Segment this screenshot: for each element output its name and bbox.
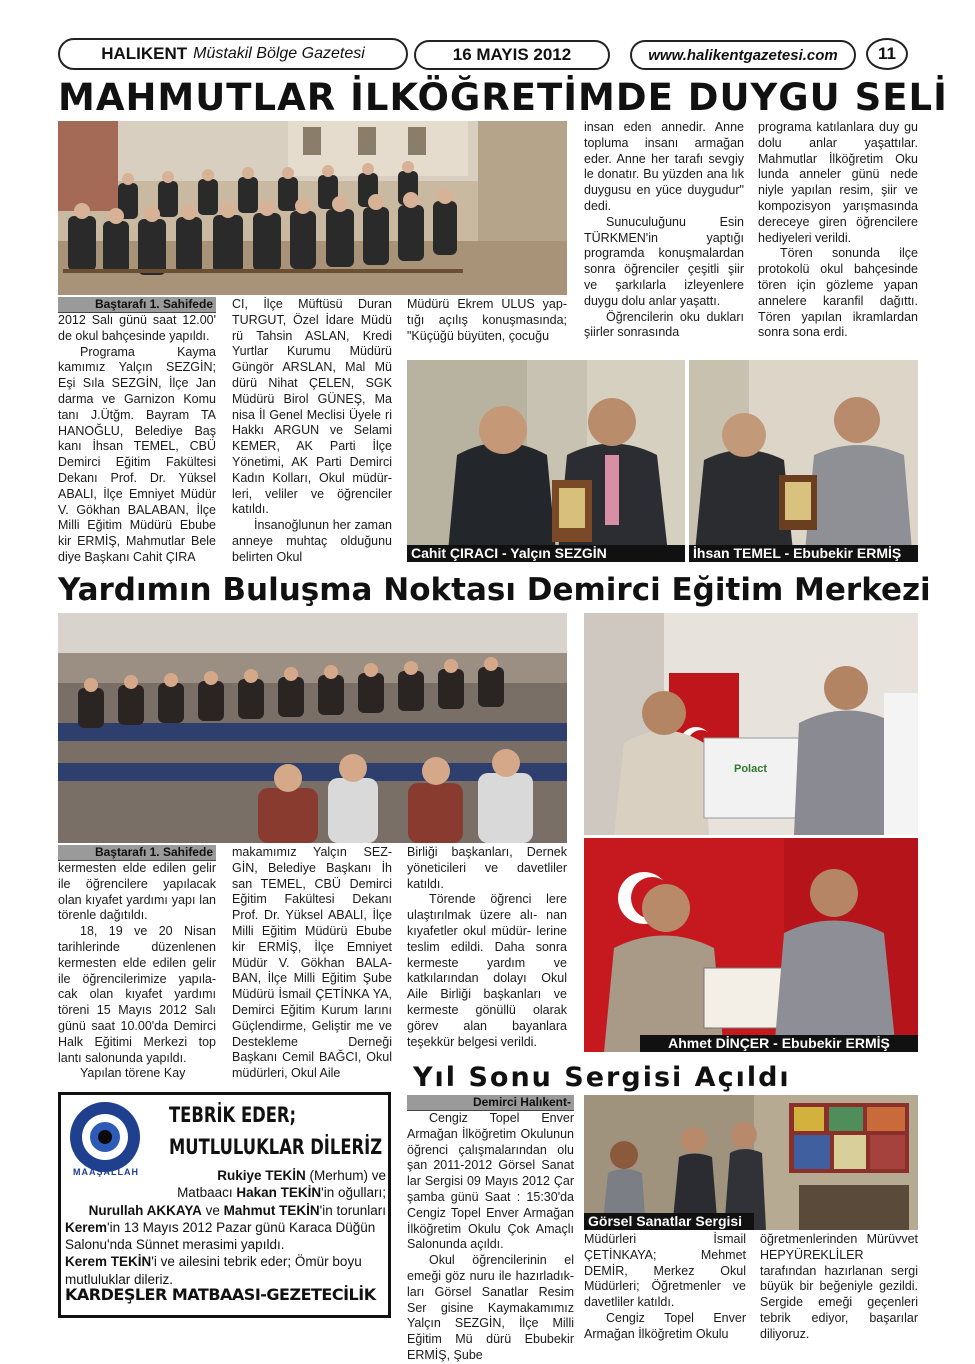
plaque-photo-1-image [407, 360, 685, 562]
article3-headline: Yıl Sonu Sergisi Açıldı [413, 1062, 791, 1093]
maasallah-logo-text: MAAŞALLAH [73, 1167, 139, 1177]
website-pill [630, 40, 856, 70]
polact-box-label: Polact [734, 763, 768, 775]
ad-name-bold: Kerem [65, 1219, 108, 1235]
ad-name-bold: Nurullah AKKAYA [88, 1202, 202, 1218]
paragraph: 18, 19 ve 20 Nisan tarihlerinde düzenlenen kermesten elde edilen gelir ile öğrencilerimize yapıla- cak olan kıyafet yardımı töreni 15 Mayıs 2012 Salı günü saat 10.00'da Demirci Halk Eğitimi Merkezi top lantı salonunda yapıldı. [58, 924, 216, 1065]
article1-column-2-text [232, 297, 392, 566]
paragraph: kermesten elde edilen gelir ile öğrencilere yapılacak olan kıyafet yardımı yapı lan törenle dağıtıldı. [58, 861, 216, 923]
plaque-photo-2-caption: İhsan TEMEL - Ebubekir ERMİŞ [689, 545, 918, 562]
paragraph: Birliği başkanları, Dernek yöneticileri ve davetliler katıldı. [407, 845, 567, 891]
paper-name: HALIKENT [101, 44, 188, 63]
article1-column-3 [407, 297, 567, 344]
paragraph: İnsanoğlunun her zaman anneye muhtaç olduğunu belirten Okul [232, 518, 392, 564]
article3-location-tag: Demirci Halıkent- [407, 1095, 574, 1111]
paragraph: Müdürü Ekrem ULUS yap- tığı açılış konuşmasında; "Küçüğü büyüten, çocuğu [407, 297, 567, 343]
congratulations-ad [58, 1092, 391, 1318]
paragraph: 2012 Salı günü saat 12.00' de okul bahçesinde yapıldı. [58, 313, 216, 343]
paragraph: Törende öğrenci lere ulaştırılmak üzere alı- nan kıyafetler okul müdür- lerine teslim edildi. Daha sonra kermeste yardım ve katkılarından dolayı Okul Aile Birliği başkanları ve kermeste gönüllü olarak görev alan bayanlara teşekkür belgesi verildi. [407, 892, 567, 1049]
article2-column-1 [58, 845, 216, 1082]
certificate-photo [584, 838, 918, 1052]
certificate-photo-caption: Ahmet DİNÇER - Ebubekir ERMİŞ [640, 1035, 918, 1052]
article1-column-4 [584, 120, 744, 341]
audience-hall-photo [58, 613, 567, 843]
article3-column-1 [407, 1095, 574, 1364]
ad-title-1: TEBRİK EDER; [169, 1103, 297, 1127]
article2-column-1-text [58, 861, 216, 1082]
plaque-photo-2 [689, 360, 918, 562]
ad-line [65, 1219, 386, 1254]
ad-text: 'in oğulları; [321, 1185, 386, 1201]
issue-date: 16 MAYIS 2012 [452, 45, 572, 64]
article3-column-2-text [584, 1232, 746, 1343]
art-exhibition-caption: Görsel Sanatlar Sergisi [584, 1213, 754, 1230]
paragraph: Yapılan törene Kay [80, 1066, 186, 1081]
paragraph: Cengiz Topel Enver Armağan İlköğretim Okulu [584, 1310, 746, 1341]
art-exhibition-photo-image [584, 1095, 918, 1230]
article2-column-3 [407, 845, 567, 1050]
plaque-photo-1-caption: Cahit ÇIRACI - Yalçın SEZGİN [407, 545, 685, 562]
paragraph: öğretmenlerinden Mürüvvet HEPYÜREKLİLER tarafından hazırlanan sergi büyük bir beğeniyle gezildi. Sergide emeği geçenleri tebrik ediyor, başarılar diliyoruz. [760, 1232, 918, 1341]
article2-headline: Yardımın Buluşma Noktası Demirci Eğitim Merkezi [58, 572, 931, 608]
ad-name-bold: Kerem TEKİN [65, 1254, 152, 1270]
ad-line [65, 1253, 386, 1288]
date-pill [414, 40, 610, 70]
ad-body [65, 1167, 386, 1288]
plaque-photo-2-image [689, 360, 918, 562]
paragraph: Sunuculuğunu Esin TÜRKMEN'in yaptığı programda konuşmalardan sonra öğrenciler çeşitli şiir ve şarkılarla izleyenlere duygu dolu anlar yaşattı. [584, 214, 744, 308]
ad-line [65, 1184, 386, 1201]
paragraph: Müdürleri İsmail ÇETİNKAYA; Mehmet DEMİR, Merkez Okul Müdürleri; Öğretmenler ve davetliler katıldı. [584, 1232, 746, 1310]
article1-column-1 [58, 297, 216, 566]
ad-text: 'i ve ailesini tebrik eder; Ömür boyu mutluluklar dileriz. [65, 1254, 362, 1287]
paragraph: Cengiz Topel Enver Armağan İlköğretim Okulunun öğrenci çalışmalarından olu şan 2011-2012 Görsel Sanat lar Sergisi 09 Mayıs 2012 Çar şamba günü Saat : 15:30'da Cengiz Topel Enver Armağan İlköğretim Okulu Çok Amaçlı Salonunda açıldı. [407, 1111, 574, 1252]
paragraph: CI, İlçe Müftüsü Duran TURGUT, Özel İdare Müdü rü Tahsin ASLAN, Kredi Yurtlar Kurumu Müdürü Güngör ARSLAN, Mal Mü dürü Nihat ÇELEN, SGK Müdürü Birol GÜNEŞ, Ma nisa İl Genel Meclisi Üyele ri Hakkı ARGUN ve Selami KEMER, AK Parti İlçe Yönetimi, AK Parti Demirci Kadın Kolları, Okul müdür- leri, veliler ve öğrenciler katıldı. [232, 297, 392, 517]
website-link[interactable]: www.halikentgazetesi.com [648, 46, 838, 64]
evil-eye-icon [69, 1101, 141, 1173]
paragraph: programa katılanlara duy gu dolu anlar yaşattılar. Mahmutlar İlköğretim Oku lunda anneler günü nede niyle yapılan resim, şiir ve kompozisyon yarışmasında dereceye giren öğrencilere hediyeleri verildi. [758, 120, 918, 245]
article3-column-1-text [407, 1111, 574, 1364]
article1-column-4-text [584, 120, 744, 341]
ad-name-bold: Rukiye TEKİN [217, 1168, 306, 1183]
paragraph: Tören sonunda ilçe protokolü okul bahçesinde tören için gözleme yapan annelere karanfil dağıttı. Tören yapılan ikramlardan sonra sona erdi. [758, 246, 918, 340]
page-number-pill [866, 38, 908, 70]
ad-signature: KARDEŞLER MATBAASI-GEZETECİLİK [65, 1285, 376, 1304]
maasallah-logo [69, 1101, 141, 1177]
paragraph: Öğrencilerin oku dukları şiirler sonrasında [584, 309, 744, 340]
ad-name-bold: Mahmut TEKİN [223, 1202, 320, 1218]
clothing-aid-photo [584, 613, 918, 835]
ad-text: 'in torunları [319, 1202, 386, 1218]
crowd-photo-garden [58, 121, 567, 295]
article1-column-3-text [407, 297, 567, 344]
ad-text: (Merhum) ve [305, 1168, 386, 1183]
article3-column-3 [760, 1232, 918, 1343]
art-exhibition-photo [584, 1095, 918, 1230]
paragraph: Programa Kayma kamımız Yalçın SEZGİN; Eşi Sıla SEZGİN, İlçe Jan darma ve Garnizon Komu tanı J.Ütğm. Bayram TA HANOĞLU, Belediye Baş kanı İhsan TEMEL, CBÜ Demirci Eğitim Fakültesi Dekanı Prof. Dr. Yüksel ABALI, İlçe Emniyet Müdür V. Gökhan BALABAN, İlçe Milli Eğitim Müdürü Ebube kir ERMİŞ, Mahmutlar Bele diye Başkanı Cahit ÇIRA [58, 344, 216, 564]
ad-name-bold: Hakan TEKİN [236, 1185, 322, 1201]
article1-column-1-text [58, 313, 216, 566]
article1-column-5-text [758, 120, 918, 341]
paragraph: insan eden annedir. Anne topluma insanı armağan eder. Anne her tarafı sevgiy le donatır. Bu yüzden ana lık duygusu en yüce duygudur" dedi. [584, 120, 744, 213]
crowd-photo-garden-image [58, 121, 567, 295]
article2-column-3-text [407, 845, 567, 1050]
paper-subtitle: Müstakil Bölge Gazetesi [193, 45, 365, 62]
article1-column-5 [758, 120, 918, 341]
ad-text: 'in 13 Mayıs 2012 Pazar günü Karaca Düğün Salonu'nda Sünnet merasimi yapıldı. [65, 1219, 376, 1253]
article1-headline: MAHMUTLAR İLKÖĞRETİMDE DUYGU SELİ [58, 76, 948, 119]
article1-continuation-tag: Baştarafı 1. Sahifede [58, 297, 216, 313]
ad-line [65, 1167, 386, 1184]
article1-column-2 [232, 297, 392, 566]
clothing-aid-photo-image [584, 613, 918, 835]
article3-column-3-text [760, 1232, 918, 1343]
masthead-pill [58, 38, 408, 70]
plaque-photo-1 [407, 360, 685, 562]
audience-hall-photo-image [58, 613, 567, 843]
article3-column-2 [584, 1232, 746, 1343]
article2-continuation-tag: Baştarafı 1. Sahifede [58, 845, 216, 861]
page-number: 11 [878, 44, 896, 63]
certificate-photo-image [584, 838, 918, 1052]
article2-column-2-text [232, 845, 392, 1082]
ad-line [65, 1202, 386, 1219]
article2-column-2 [232, 845, 392, 1082]
ad-title-2: MUTLULUKLAR DİLERİZ [169, 1135, 383, 1159]
paragraph: Okul öğrencilerinin el emeği göz nuru ile hazırladık- ları Görsel Sanatlar Resim Ser gisine Kaymakamımız Yalçın SEZGİN, İlçe Milli Eğitim Mü dürü Ebubekir ERMİŞ, Şube [407, 1253, 574, 1362]
paragraph: makamımız Yalçın SEZ- GİN, Belediye Başkanı İh san TEMEL, CBÜ Demirci Eğitim Fakültesi Dekanı Prof. Dr. Yüksel ABALI, İlçe Milli Eğitim Müdürü Ebube kir ERMİŞ, İlçe Emniyet Müdür V. Gökhan BALA- BAN, İlçe Milli Eğitim Şube Müdürü İsmail ÇETİNKA YA, Demirci Eğitim Kurum larını Güçlendirme, Geliştir me ve Destekleme Derneği Başkanı Cemil BAĞCI, Okul müdürleri, Okul Aile [232, 845, 392, 1081]
ad-text: ve [201, 1202, 224, 1218]
ad-text: Matbaacı [177, 1185, 237, 1201]
